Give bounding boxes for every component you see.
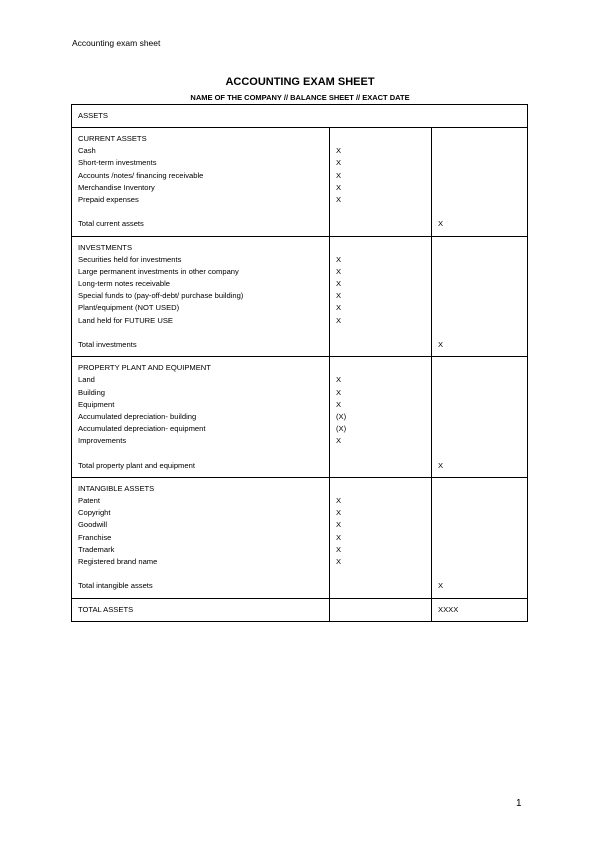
line-item-label: Equipment — [78, 399, 115, 409]
section-title: PROPERTY PLANT AND EQUIPMENT — [78, 363, 211, 373]
balance-sheet-table — [71, 104, 528, 622]
line-item-label: Cash — [78, 146, 96, 156]
line-item-value: X — [336, 291, 342, 301]
line-item-label: Land held for FUTURE USE — [78, 315, 173, 325]
total-assets-value: XXXX — [432, 598, 528, 621]
line-item-label: Accounts /notes/ financing receivable — [78, 170, 204, 180]
line-item-value: X — [336, 532, 342, 542]
line-item-value: X — [336, 279, 342, 289]
assets-heading-row — [72, 105, 528, 128]
line-item-value: X — [336, 544, 342, 554]
section-total-label: Total investments — [78, 340, 137, 349]
line-item-label: Plant/equipment (NOT USED) — [78, 303, 180, 313]
line-item-value: X — [336, 436, 342, 446]
section-labels — [72, 236, 330, 357]
line-item-label: Prepaid expenses — [78, 194, 139, 204]
section-labels — [72, 477, 330, 598]
section-title: INTANGIBLE ASSETS — [78, 483, 155, 493]
line-item-value: X — [336, 496, 342, 506]
section-totals — [432, 357, 528, 478]
line-item-label: Large permanent investments in other company — [78, 266, 239, 276]
total-assets-row — [72, 598, 528, 621]
total-assets-label: TOTAL ASSETS — [72, 598, 330, 621]
line-item-label: Copyright — [78, 508, 111, 518]
line-item-value: X — [336, 254, 342, 264]
line-item-value: X — [336, 303, 342, 313]
line-item-label: Long-term notes receivable — [78, 279, 171, 289]
section-values — [330, 477, 432, 598]
line-item-value: X — [336, 315, 342, 325]
section-labels — [72, 357, 330, 478]
line-item-value: X — [336, 182, 342, 192]
section-title: INVESTMENTS — [78, 242, 133, 252]
page-number: 1 — [516, 798, 522, 809]
line-item-value: X — [336, 170, 342, 180]
section-labels — [72, 128, 330, 237]
document-title: ACCOUNTING EXAM SHEET — [225, 76, 375, 88]
section-total-value: X — [438, 581, 444, 591]
line-item-value: (X) — [336, 424, 347, 434]
section-values — [330, 357, 432, 478]
line-item-label: Special funds to (pay-off-debt/ purchase building) — [78, 291, 244, 301]
line-item-value: X — [336, 266, 342, 276]
section-property-plant-equipment — [72, 357, 528, 478]
line-item-label: Registered brand name — [78, 557, 158, 566]
line-item-value: X — [336, 375, 342, 385]
section-investments — [72, 236, 528, 357]
line-item-label: Trademark — [78, 544, 115, 554]
line-item-label: Franchise — [78, 532, 112, 542]
line-item-value: X — [336, 557, 342, 566]
total-assets-empty-cell — [330, 598, 432, 621]
line-item-value: X — [336, 399, 342, 409]
section-total-label: Total current assets — [78, 219, 144, 229]
document-subtitle: NAME OF THE COMPANY // BALANCE SHEET // EXACT DATE — [190, 93, 410, 102]
section-totals — [432, 477, 528, 598]
line-item-label: Securities held for investments — [78, 254, 182, 264]
line-item-label: Land — [78, 375, 95, 385]
section-values — [330, 236, 432, 357]
line-item-label: Patent — [78, 496, 100, 506]
line-item-value: X — [336, 387, 342, 397]
line-item-value: X — [336, 508, 342, 518]
line-item-label: Accumulated depreciation- building — [78, 411, 197, 421]
assets-heading: ASSETS — [72, 105, 528, 128]
line-item-label: Goodwill — [78, 520, 108, 530]
running-header: Accounting exam sheet — [72, 38, 161, 48]
line-item-value: X — [336, 146, 342, 156]
section-total-label: Total intangible assets — [78, 581, 153, 591]
section-totals — [432, 236, 528, 357]
section-totals — [432, 128, 528, 237]
line-item-value: X — [336, 158, 342, 168]
line-item-value: (X) — [336, 411, 347, 421]
line-item-value: X — [336, 194, 342, 204]
section-current-assets — [72, 128, 528, 237]
line-item-label: Merchandise Inventory — [78, 182, 155, 192]
section-total-value: X — [438, 219, 444, 229]
section-values — [330, 128, 432, 237]
section-total-value: X — [438, 460, 444, 470]
line-item-label: Building — [78, 387, 106, 397]
line-item-label: Accumulated depreciation- equipment — [78, 424, 206, 434]
section-total-value: X — [438, 340, 444, 349]
section-title: CURRENT ASSETS — [78, 134, 147, 143]
line-item-label: Improvements — [78, 436, 127, 446]
line-item-label: Short-term investments — [78, 158, 157, 168]
section-intangible-assets — [72, 477, 528, 598]
section-total-label: Total property plant and equipment — [78, 460, 195, 470]
line-item-value: X — [336, 520, 342, 530]
